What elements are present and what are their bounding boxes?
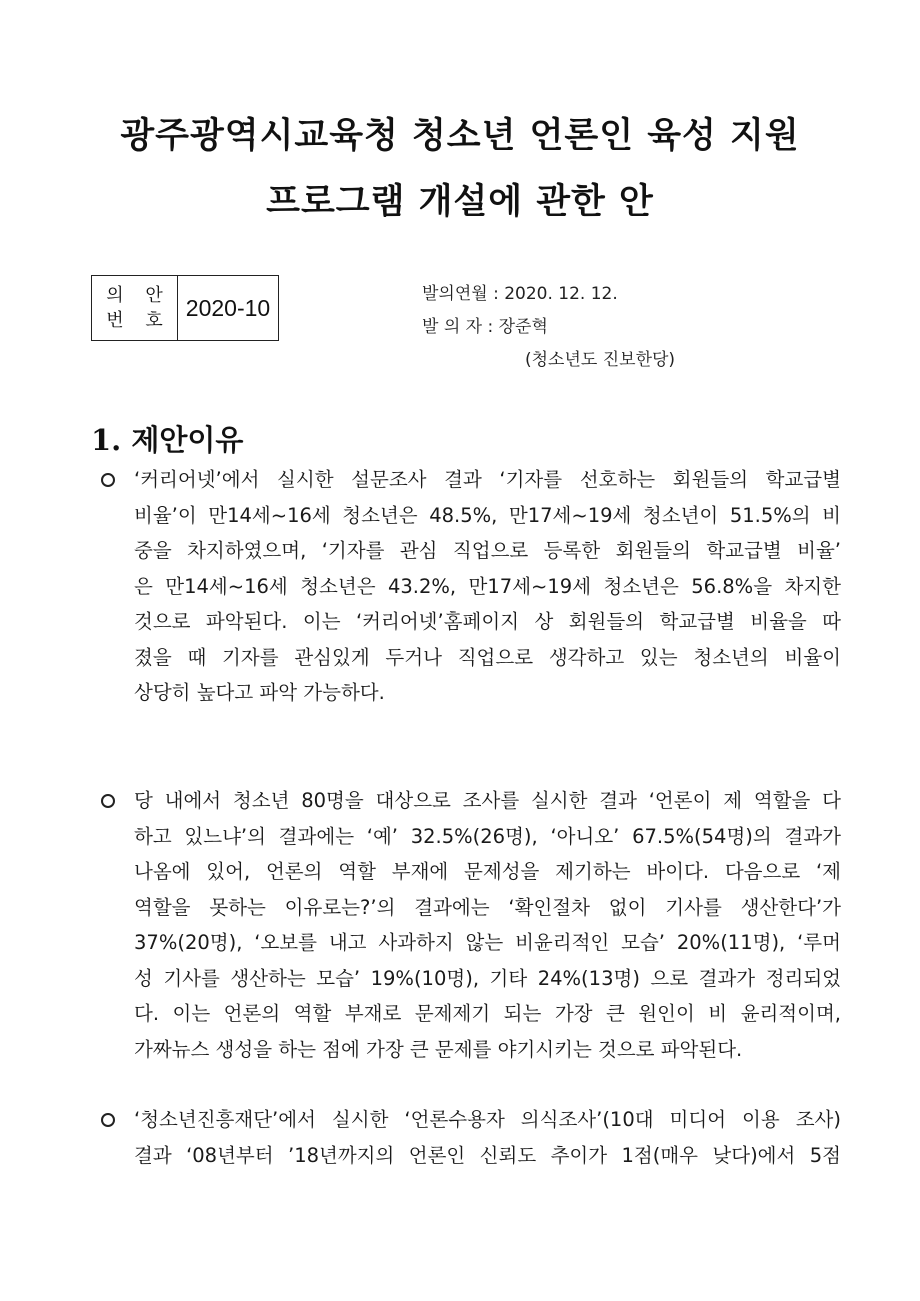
proposal-date: 발의연월 : 2020. 12. 12. [422, 284, 618, 304]
paragraph-line: ‘커리어넷’에서 실시한 설문조사 결과 ‘기자를 선호하는 회원들의 학교급별 [134, 468, 841, 491]
bill-number-box [91, 275, 279, 341]
document-title-line2: 프로그램 개설에 관한 안 [266, 182, 654, 222]
paragraph-line: 하고 있느냐’의 결과에는 ‘예’ 32.5%(26명), ‘아니오’ 67.5%(54명)의 결과가 [134, 824, 841, 848]
proposer-party: (청소년도 진보한당) [525, 350, 676, 370]
circle-bullet-icon [101, 794, 115, 808]
paragraph-1 [101, 462, 841, 711]
bill-label-line2: 번 호 [106, 310, 171, 331]
paragraph-line: 상당히 높다고 파악 가능하다. [134, 681, 385, 704]
paragraph-line: 은 만14세~16세 청소년은 43.2%, 만17세~19세 청소년은 56.8%을 차지한 [134, 574, 841, 598]
paragraph-3 [101, 1102, 841, 1173]
paragraph-2 [101, 783, 841, 1067]
paragraph-line: 성 기사를 생산하는 모습’ 19%(10명), 기타 24%(13명) 으로 결과가 정리되었 [134, 966, 841, 990]
paragraph-line: 37%(20명), ‘오보를 내고 사과하지 않는 비윤리적인 모습’ 20%(11명), ‘루머 [134, 931, 841, 954]
circle-bullet-icon [101, 1113, 115, 1127]
paragraph-line: ‘청소년진흥재단’에서 실시한 ‘언론수용자 의식조사’(10대 미디어 이용 조사) [134, 1108, 841, 1131]
bill-number-value: 2020-10 [185, 294, 271, 321]
bill-number-label [92, 276, 178, 340]
paragraph-line: 결과 ‘08년부터 ’18년까지의 언론인 신뢰도 추이가 1점(매우 낮다)에서 5점 [134, 1143, 841, 1167]
paragraph-line: 비율’이 만14세~16세 청소년은 48.5%, 만17세~19세 청소년이 51.5%의 비 [134, 503, 841, 527]
paragraph-line: 것으로 파악된다. 이는 ‘커리어넷’홈페이지 상 회원들의 학교급별 비율을 따 [134, 610, 841, 633]
paragraph-line: 졌을 때 기자를 관심있게 두거나 직업으로 생각하고 있는 청소년의 비율이 [134, 645, 841, 669]
paragraph-line: 다. 이는 언론의 역할 부재로 문제제기 되는 가장 큰 원인이 비 윤리적이며, [134, 1002, 841, 1025]
paragraph-line: 가짜뉴스 생성을 하는 점에 가장 큰 문제를 야기시키는 것으로 파악된다. [134, 1037, 743, 1061]
circle-bullet-icon [101, 473, 115, 487]
section-heading: 1. 제안이유 [91, 423, 244, 457]
paragraph-line: 나옴에 있어, 언론의 역할 부재에 문제성을 제기하는 바이다. 다음으로 ‘제 [134, 860, 841, 883]
proposer: 발 의 자 : 장준혁 [422, 317, 548, 337]
paragraph-line: 당 내에서 청소년 80명을 대상으로 조사를 실시한 결과 ‘언론이 제 역할을 다 [134, 789, 841, 812]
paragraph-line: 역할을 못하는 이유로는?’의 결과에는 ‘확인절차 없이 기사를 생산한다’가 [134, 895, 841, 919]
paragraph-line: 중을 차지하였으며, ‘기자를 관심 직업으로 등록한 회원들의 학교급별 비율’ [134, 539, 841, 562]
bill-label-line1: 의 안 [106, 285, 171, 306]
document-title-line1: 광주광역시교육청 청소년 언론인 육성 지원 [120, 116, 800, 156]
